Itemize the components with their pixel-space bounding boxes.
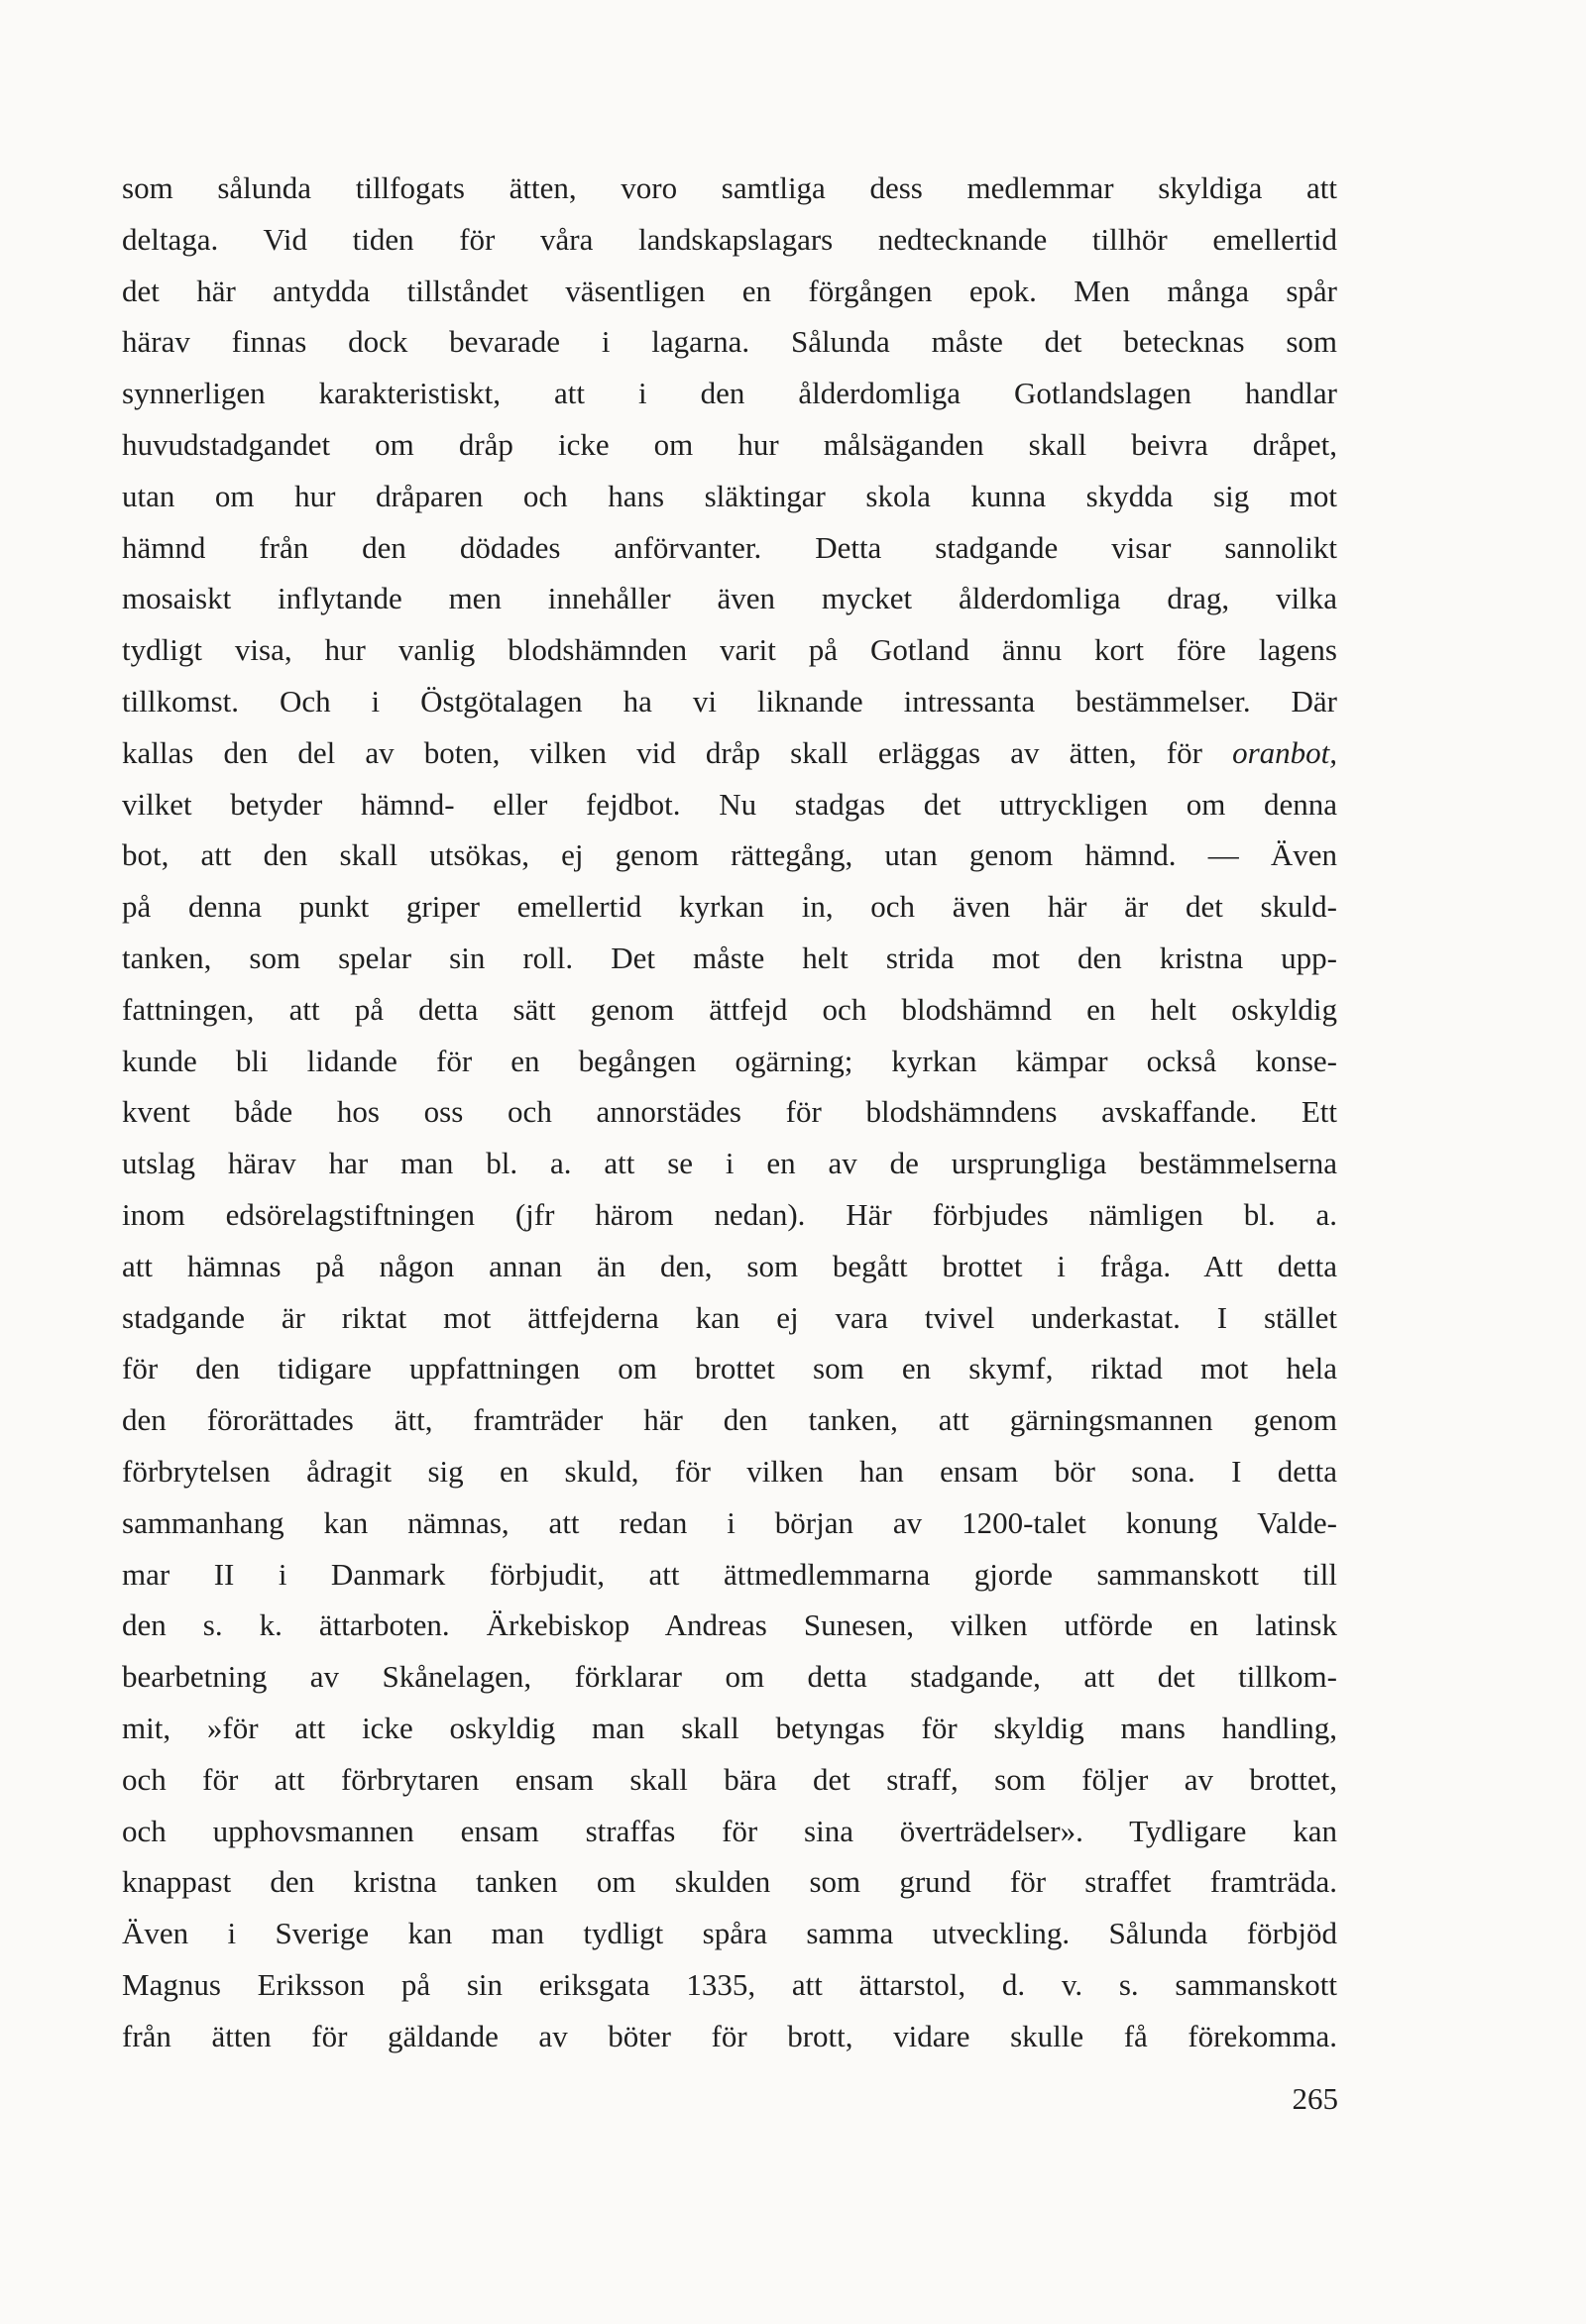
body-text [122,163,1337,2061]
text-line: och upphovsmannen ensam straffas för sina överträdelser». Tydligare kan [122,1813,1337,1848]
text-line: utslag härav har man bl. a. att se i en av de ursprungliga bestämmelserna [122,1146,1337,1181]
text-line: från ätten för gäldande av böter för brott, vidare skulle få förekomma. [122,2018,1337,2053]
text-line: härav finnas dock bevarade i lagarna. Sålunda måste det betecknas som [122,324,1337,360]
text-line: mosaiskt inflytande men innehåller även mycket ålderdomliga drag, vilka [122,581,1337,616]
text-line: det här antydda tillståndet väsentligen en förgången epok. Men många spår [122,273,1337,308]
text-line: på denna punkt griper emellertid kyrkan in, och även här är det skuld- [122,889,1337,925]
text-line-with-italic [122,727,1337,779]
text-line: mar II i Danmark förbjudit, att ättmedlemmarna gjorde sammanskott till [122,1556,1337,1592]
italic-term: oranbot, [1232,734,1337,770]
text-line: som sålunda tillfogats ätten, voro samtliga dess medlemmar skyldiga att [122,170,1337,205]
text-line: tanken, som spelar sin roll. Det måste helt strida mot den kristna upp- [122,940,1337,975]
text-line: synnerligen karakteristiskt, att i den ålderdomliga Gotlandslagen handlar [122,376,1337,411]
text-line: bearbetning av Skånelagen, förklarar om detta stadgande, att det tillkom- [122,1659,1337,1695]
text-line: hämnd från den dödades anförvanter. Detta stadgande visar sannolikt [122,529,1337,565]
text-line: fattningen, att på detta sätt genom ättfejd och blodshämnd en helt oskyldig [122,991,1337,1027]
text-line: Även i Sverige kan man tydligt spåra samma utveckling. Sålunda förbjöd [122,1916,1337,1951]
text-line: utan om hur dråparen och hans släktingar skola kunna skydda sig mot [122,478,1337,513]
text-line: att hämnas på någon annan än den, som begått brottet i fråga. Att detta [122,1248,1337,1283]
text-line: knappast den kristna tanken om skulden som grund för straffet framträda. [122,1864,1337,1900]
text-line: förbrytelsen ådragit sig en skuld, för vilken han ensam bör sona. I detta [122,1453,1337,1489]
text-line: bot, att den skall utsökas, ej genom rättegång, utan genom hämnd. — Även [122,837,1337,873]
text-line: kunde bli lidande för en begången ogärning; kyrkan kämpar också konse- [122,1043,1337,1078]
text-line: sammanhang kan nämnas, att redan i början av 1200-talet konung Valde- [122,1504,1337,1540]
text-line: för den tidigare uppfattningen om brottet som en skymf, riktad mot hela [122,1351,1337,1386]
text-line: tydligt visa, hur vanlig blodshämnden varit på Gotland ännu kort före lagens [122,632,1337,668]
text-line: kvent både hos oss och annorstädes för blodshämndens avskaffande. Ett [122,1094,1337,1130]
text-line: den s. k. ättarboten. Ärkebiskop Andreas Sunesen, vilken utförde en latinsk [122,1607,1337,1643]
text-line: tillkomst. Och i Östgötalagen ha vi liknande intressanta bestämmelser. Där [122,683,1337,719]
text-line: stadgande är riktat mot ättfejderna kan ej vara tvivel underkastat. I stället [122,1299,1337,1335]
page-number: 265 [1292,2081,1338,2116]
text-line: mit, »för att icke oskyldig man skall betyngas för skyldig mans handling, [122,1710,1337,1745]
text-line: Magnus Eriksson på sin eriksgata 1335, att ättarstol, d. v. s. sammanskott [122,1966,1337,2002]
text-line: huvudstadgandet om dråp icke om hur målsäganden skall beivra dråpet, [122,426,1337,462]
text-line: inom edsörelagstiftningen (jfr härom nedan). Här förbjudes nämligen bl. a. [122,1196,1337,1232]
text-segment: kallas den del av boten, vilken vid dråp skall erläggas av ätten, för [122,734,1233,770]
text-line: vilket betyder hämnd- eller fejdbot. Nu stadgas det uttryckligen om denna [122,786,1337,822]
text-line: och för att förbrytaren ensam skall bära det straff, som följer av brottet, [122,1761,1337,1797]
text-line: den förorättades ätt, framträder här den tanken, att gärningsmannen genom [122,1402,1337,1438]
text-line: deltaga. Vid tiden för våra landskapslagars nedtecknande tillhör emellertid [122,221,1337,257]
